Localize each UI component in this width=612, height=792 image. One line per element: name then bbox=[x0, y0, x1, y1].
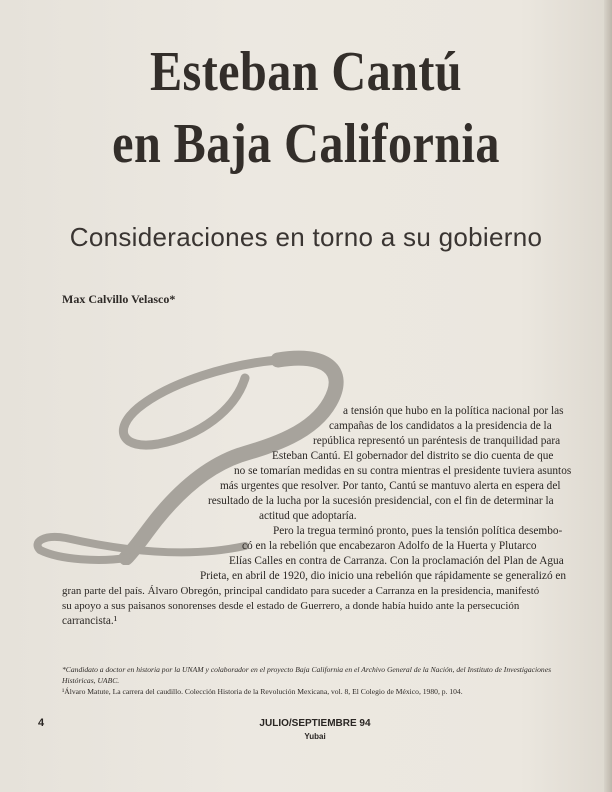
page-edge bbox=[604, 0, 612, 792]
body-line-12: Prieta, en abril de 1920, dio inicio una rebelión que rápidamente se generalizó en bbox=[200, 570, 567, 582]
author-byline: Max Calvillo Velasco* bbox=[62, 292, 176, 306]
body-line-8: actitud que adoptaría. bbox=[259, 510, 357, 522]
body-line-5: no se tomarían medidas en su contra mientras el presidente tuviera asuntos bbox=[234, 465, 572, 477]
body-line-14: su apoyo a sus paisanos sonorenses desde el estado de Guerrero, a donde había huido ante la persecución bbox=[62, 600, 520, 612]
body-line-6: más urgentes que resolver. Por tanto, Cantú se mantuvo alerta en espera del bbox=[220, 480, 561, 492]
footnote-1: ¹Álvaro Matute, La carrera del caudillo. Colección Historia de la Revolución Mexicana, vol. 8, El Colegio de México, 1980, p. 104. bbox=[62, 687, 463, 696]
issue-date: JULIO/SEPTIEMBRE 94 bbox=[259, 718, 371, 729]
footer-issue bbox=[250, 717, 380, 743]
body-line-13: gran parte del país. Álvaro Obregón, principal candidato para suceder a Carranza en la presidencia, manifestó bbox=[62, 585, 540, 597]
body-line-9: Pero la tregua terminó pronto, pues la tensión política desembo- bbox=[273, 525, 563, 537]
footnotes bbox=[62, 664, 562, 697]
body-line-1: a tensión que hubo en la política nacional por las bbox=[343, 405, 564, 417]
article-title-line-1: Esteban Cantú bbox=[149, 41, 463, 103]
body-line-7: resultado de la lucha por la sucesión presidencial, con el fin de determinar la bbox=[208, 495, 554, 507]
body-line-10: có en la rebelión que encabezaron Adolfo de la Huerta y Plutarco bbox=[242, 540, 537, 552]
body-line-4: Esteban Cantú. El gobernador del distrito se dio cuenta de que bbox=[272, 450, 554, 462]
body-line-15: carrancista.¹ bbox=[62, 615, 118, 627]
article-title-line-2: en Baja California bbox=[112, 113, 500, 175]
body-line-2: campañas de los candidatos a la presidencia de la bbox=[329, 420, 552, 432]
footnote-author: *Candidato a doctor en historia por la UNAM y colaborador en el proyecto Baja California en el Archivo General de la Nación, del Instituto de Investigaciones Históricas, UABC. bbox=[62, 665, 552, 685]
body-line-11: Elías Calles en contra de Carranza. Con la proclamación del Plan de Agua bbox=[229, 555, 564, 567]
journal-name: Yubai bbox=[304, 732, 326, 741]
article-subtitle: Consideraciones en torno a su gobierno bbox=[69, 222, 543, 252]
page-number: 4 bbox=[38, 717, 45, 729]
body-line-3: república representó un paréntesis de tranquilidad para bbox=[313, 435, 561, 447]
